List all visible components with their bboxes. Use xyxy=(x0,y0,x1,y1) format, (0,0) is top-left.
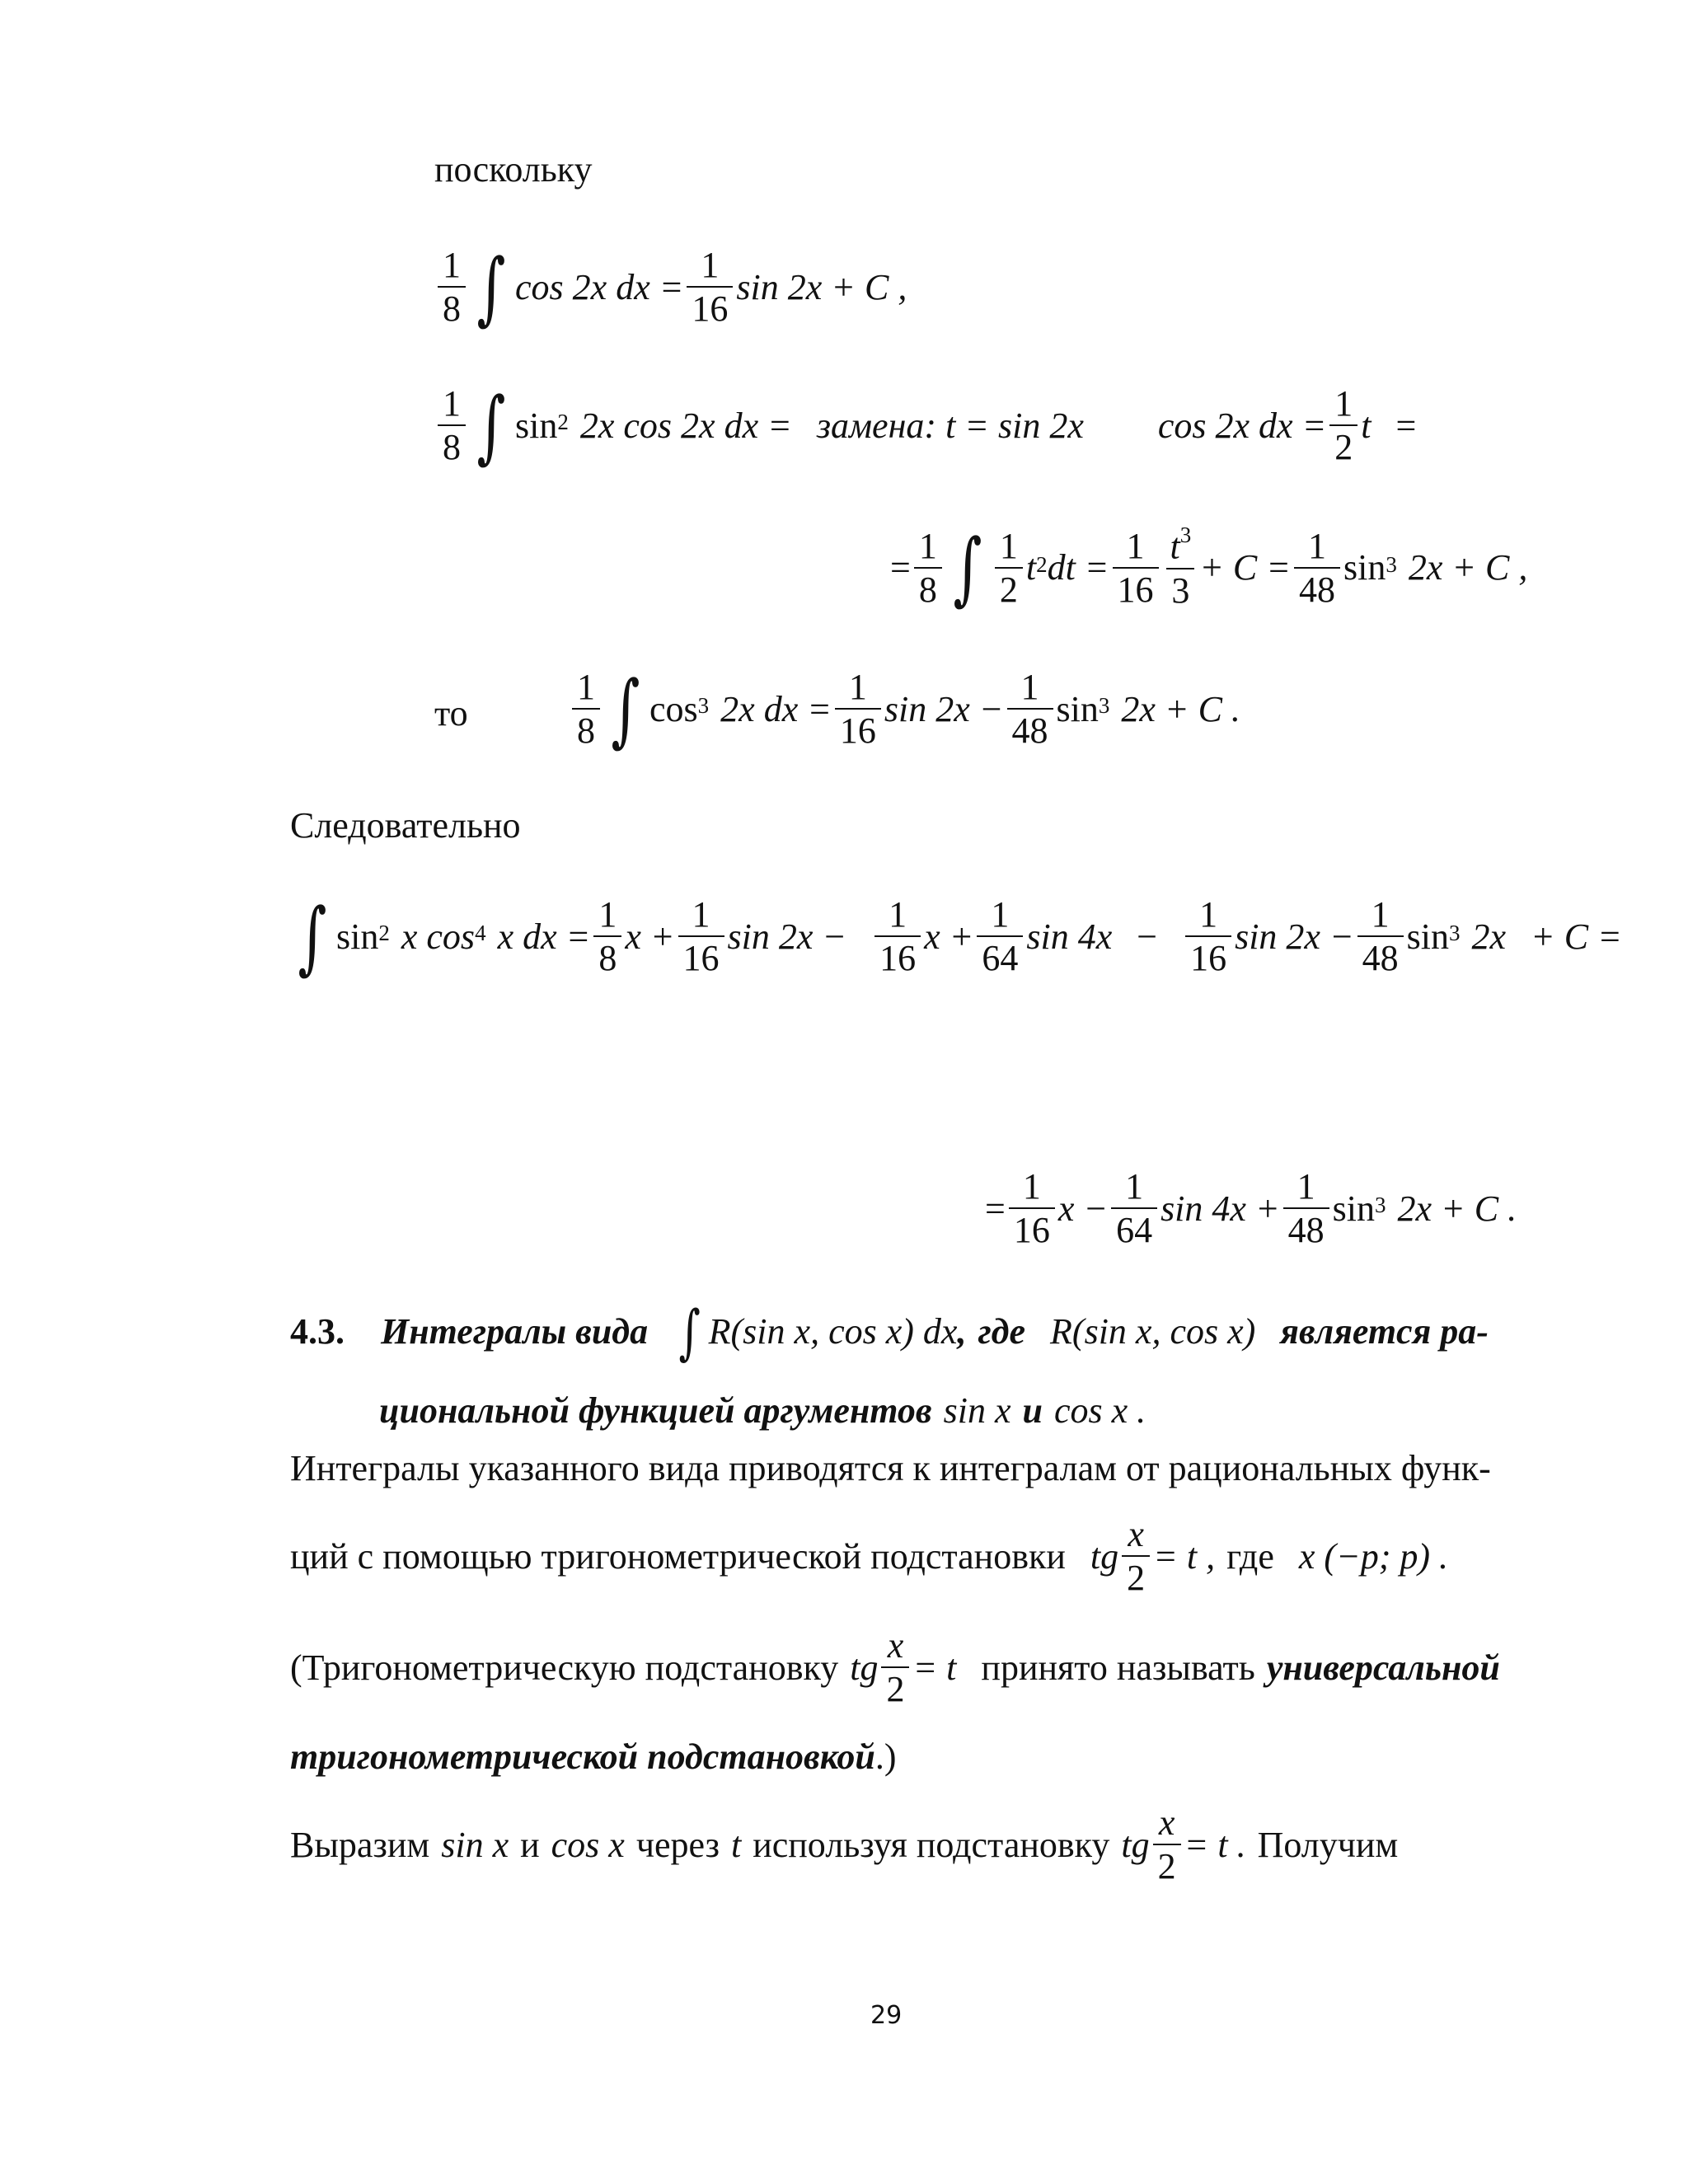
differential: dt = xyxy=(1047,547,1109,588)
term: sin 4x + xyxy=(1160,1188,1280,1229)
numerator: 1 xyxy=(991,894,1010,935)
exponent: 2 xyxy=(557,410,569,434)
fraction xyxy=(914,525,942,610)
sin: sin xyxy=(336,916,379,957)
fraction xyxy=(438,383,466,467)
fraction xyxy=(1357,894,1404,978)
integral-sign: ∫ xyxy=(678,1297,701,1366)
denominator: 64 xyxy=(1111,1207,1157,1249)
numerator: 1 xyxy=(1022,1166,1041,1207)
denominator: 2 xyxy=(1329,424,1357,466)
fraction xyxy=(678,894,724,978)
function: tg xyxy=(1090,1535,1119,1577)
equals: = xyxy=(1395,405,1417,446)
numerator: 1 xyxy=(598,894,617,935)
paragraph-line xyxy=(290,1625,1500,1709)
denominator: 16 xyxy=(1185,935,1231,977)
emphasis: универсальной xyxy=(1266,1647,1500,1688)
denominator: 2 xyxy=(995,567,1023,608)
text: и xyxy=(520,1824,540,1865)
equals: = xyxy=(890,547,911,588)
denominator: 16 xyxy=(835,708,881,749)
conjunction: и xyxy=(1022,1390,1043,1431)
denominator: 64 xyxy=(977,935,1023,977)
fraction xyxy=(874,894,921,978)
text: (Тригонометрическую подстановку xyxy=(290,1647,839,1688)
exponent: 3 xyxy=(1098,693,1110,718)
text: Выразим xyxy=(290,1824,430,1865)
denominator: 2 xyxy=(1122,1555,1150,1596)
exponent: 3 xyxy=(1386,551,1397,577)
equation-2 xyxy=(434,379,1417,472)
text: Получим xyxy=(1257,1824,1399,1865)
comma: , xyxy=(957,1311,967,1352)
fraction xyxy=(977,894,1023,978)
tail: 2x + C , xyxy=(1408,547,1528,588)
section-heading xyxy=(290,1297,1489,1366)
exponent: 3 xyxy=(1449,921,1461,945)
denominator: 16 xyxy=(1009,1207,1055,1249)
integrand: R(sin x, cos x) dx xyxy=(708,1311,958,1352)
denominator: 16 xyxy=(874,935,921,977)
denominator: 8 xyxy=(438,424,466,466)
function: tg xyxy=(1121,1824,1150,1865)
denominator: 2 xyxy=(881,1666,909,1708)
fraction xyxy=(1153,1802,1181,1886)
section-title: циональной функцией аргументов xyxy=(379,1390,932,1431)
numerator xyxy=(1165,523,1197,568)
denominator: 48 xyxy=(1357,935,1404,977)
equation-6 xyxy=(985,1166,1517,1250)
fraction xyxy=(881,1625,909,1709)
numerator: 1 xyxy=(1125,1166,1144,1207)
differential: cos 2x dx = xyxy=(1157,405,1327,446)
paragraph-line xyxy=(290,1802,1399,1886)
equation-4 xyxy=(569,663,1240,756)
exponent: 2 xyxy=(1036,551,1048,577)
constant: + C = xyxy=(1199,547,1291,588)
section-title: является ра- xyxy=(1280,1311,1489,1352)
term: x + xyxy=(924,916,974,957)
fraction xyxy=(1283,1166,1329,1250)
numerator: x xyxy=(887,1625,904,1666)
variable: t xyxy=(1025,547,1037,588)
term: sin 4x xyxy=(1026,916,1113,957)
equation: = t , xyxy=(1153,1535,1216,1577)
equation-1 xyxy=(434,241,907,334)
fraction xyxy=(1165,523,1197,611)
text: .) xyxy=(874,1736,897,1777)
denominator: 8 xyxy=(438,286,466,327)
text: принято называть xyxy=(981,1647,1255,1688)
numerator: 1 xyxy=(1199,894,1218,935)
middle: sin 2x − xyxy=(884,688,1004,729)
denominator: 48 xyxy=(1283,1207,1329,1249)
fraction xyxy=(1329,383,1357,467)
fraction xyxy=(835,669,881,749)
section-heading-cont xyxy=(379,1390,1146,1431)
term: x cos xyxy=(401,916,476,957)
emphasis: тригонометрической подстановкой xyxy=(290,1736,875,1777)
numerator: 1 xyxy=(1020,667,1039,707)
numerator: 1 xyxy=(848,667,867,707)
text: используя подстановку xyxy=(753,1824,1110,1865)
page-number: 29 xyxy=(870,2001,903,2030)
cos: cos xyxy=(649,688,698,729)
equation: = t . xyxy=(1184,1824,1246,1865)
denominator: 48 xyxy=(1007,708,1053,749)
exponent: 3 xyxy=(1179,523,1192,547)
numerator: 1 xyxy=(889,894,907,935)
function-expression: R(sin x, cos x) xyxy=(1050,1311,1256,1352)
function: tg xyxy=(850,1647,879,1688)
expression: cos x xyxy=(551,1824,625,1865)
numerator: x xyxy=(1158,1802,1175,1843)
numerator: 1 xyxy=(1307,525,1326,566)
exponent: 2 xyxy=(378,921,390,945)
numerator: 1 xyxy=(443,383,461,424)
argument: sin x xyxy=(943,1390,1011,1431)
integral-sign: ∫ xyxy=(476,241,506,334)
fraction xyxy=(1113,525,1159,610)
text-lead: то xyxy=(434,693,468,733)
argument: cos x . xyxy=(1053,1390,1146,1431)
numerator: 1 xyxy=(443,245,461,285)
text: ций с помощью тригонометрической подстановки xyxy=(290,1535,1066,1577)
integral-sign: ∫ xyxy=(953,522,982,615)
numerator: 1 xyxy=(1334,383,1353,424)
sin: sin xyxy=(1056,688,1099,729)
numerator: 1 xyxy=(1296,1166,1315,1207)
fraction xyxy=(687,247,733,327)
equation: = t xyxy=(912,1647,957,1688)
integrand: cos 2x dx = xyxy=(515,266,684,307)
denominator: 16 xyxy=(1113,567,1159,608)
sin: sin xyxy=(1332,1188,1375,1229)
numerator: 1 xyxy=(999,525,1018,566)
minus: − xyxy=(1137,916,1158,957)
numerator: x xyxy=(1128,1514,1144,1554)
denominator: 3 xyxy=(1166,568,1194,609)
term: sin 2x − xyxy=(727,916,847,957)
interval: x (−p; p) . xyxy=(1298,1535,1449,1577)
paragraph-line xyxy=(290,1736,897,1777)
term: sin 2x − xyxy=(1235,916,1354,957)
term: x dx = xyxy=(497,916,591,957)
numerator: 1 xyxy=(692,894,710,935)
equation-3 xyxy=(890,522,1528,615)
text-intro: поскольку xyxy=(434,149,593,190)
substitution: : t = sin 2x xyxy=(924,405,1084,446)
sin: sin xyxy=(515,405,558,446)
numerator: 1 xyxy=(1371,894,1390,935)
exponent: 4 xyxy=(475,921,486,945)
term: x − xyxy=(1057,1188,1109,1229)
fraction xyxy=(438,247,466,327)
denominator: 8 xyxy=(914,567,942,608)
equals: = xyxy=(985,1188,1006,1229)
fraction xyxy=(1009,1166,1055,1250)
denominator: 8 xyxy=(572,708,600,749)
expression: sin x xyxy=(441,1824,509,1865)
paragraph-line: Интегралы указанного вида приводятся к интегралам от рациональных функ- xyxy=(290,1448,1491,1488)
integrand: 2x dx = xyxy=(720,688,832,729)
text-therefore: Следовательно xyxy=(290,805,521,846)
denominator: 48 xyxy=(1294,567,1340,608)
numerator: 1 xyxy=(701,245,720,285)
term: x + xyxy=(625,916,675,957)
tail: 2x + C . xyxy=(1397,1188,1517,1229)
substitution-label: замена xyxy=(816,405,925,446)
text: где xyxy=(1226,1535,1274,1577)
denominator: 16 xyxy=(687,286,733,327)
exponent: 3 xyxy=(697,693,710,718)
paragraph-line xyxy=(290,1516,1448,1596)
numerator: 1 xyxy=(1126,525,1145,566)
variable: t xyxy=(730,1824,742,1865)
variable: t xyxy=(1361,405,1372,446)
numerator: 1 xyxy=(918,525,937,566)
fraction xyxy=(1294,525,1340,610)
fraction xyxy=(1185,894,1231,978)
section-title: Интегралы вида xyxy=(381,1311,649,1352)
denominator: 2 xyxy=(1153,1844,1181,1885)
term: 2x xyxy=(1471,916,1507,957)
fraction xyxy=(1122,1516,1150,1596)
section-title: где xyxy=(978,1311,1026,1352)
rhs: sin 2x + C , xyxy=(736,266,907,307)
fraction xyxy=(1007,669,1053,749)
sin: sin xyxy=(1343,547,1386,588)
denominator: 16 xyxy=(678,935,724,977)
integrand: 2x cos 2x dx = xyxy=(579,405,792,446)
equation-5 xyxy=(290,890,1622,983)
tail: 2x + C . xyxy=(1121,688,1240,729)
fraction xyxy=(1111,1166,1157,1250)
fraction xyxy=(593,894,621,978)
variable: t xyxy=(1170,526,1180,567)
section-number: 4.3. xyxy=(290,1311,345,1352)
integral-sign: ∫ xyxy=(298,890,327,983)
integral-sign: ∫ xyxy=(611,663,640,756)
sin: sin xyxy=(1406,916,1450,957)
constant: + C = xyxy=(1531,916,1622,957)
text: через xyxy=(635,1824,720,1865)
numerator: 1 xyxy=(577,667,595,707)
integral-sign: ∫ xyxy=(476,379,506,472)
exponent: 3 xyxy=(1375,1193,1386,1217)
fraction xyxy=(572,669,600,749)
denominator: 8 xyxy=(593,935,621,977)
fraction xyxy=(995,525,1023,610)
